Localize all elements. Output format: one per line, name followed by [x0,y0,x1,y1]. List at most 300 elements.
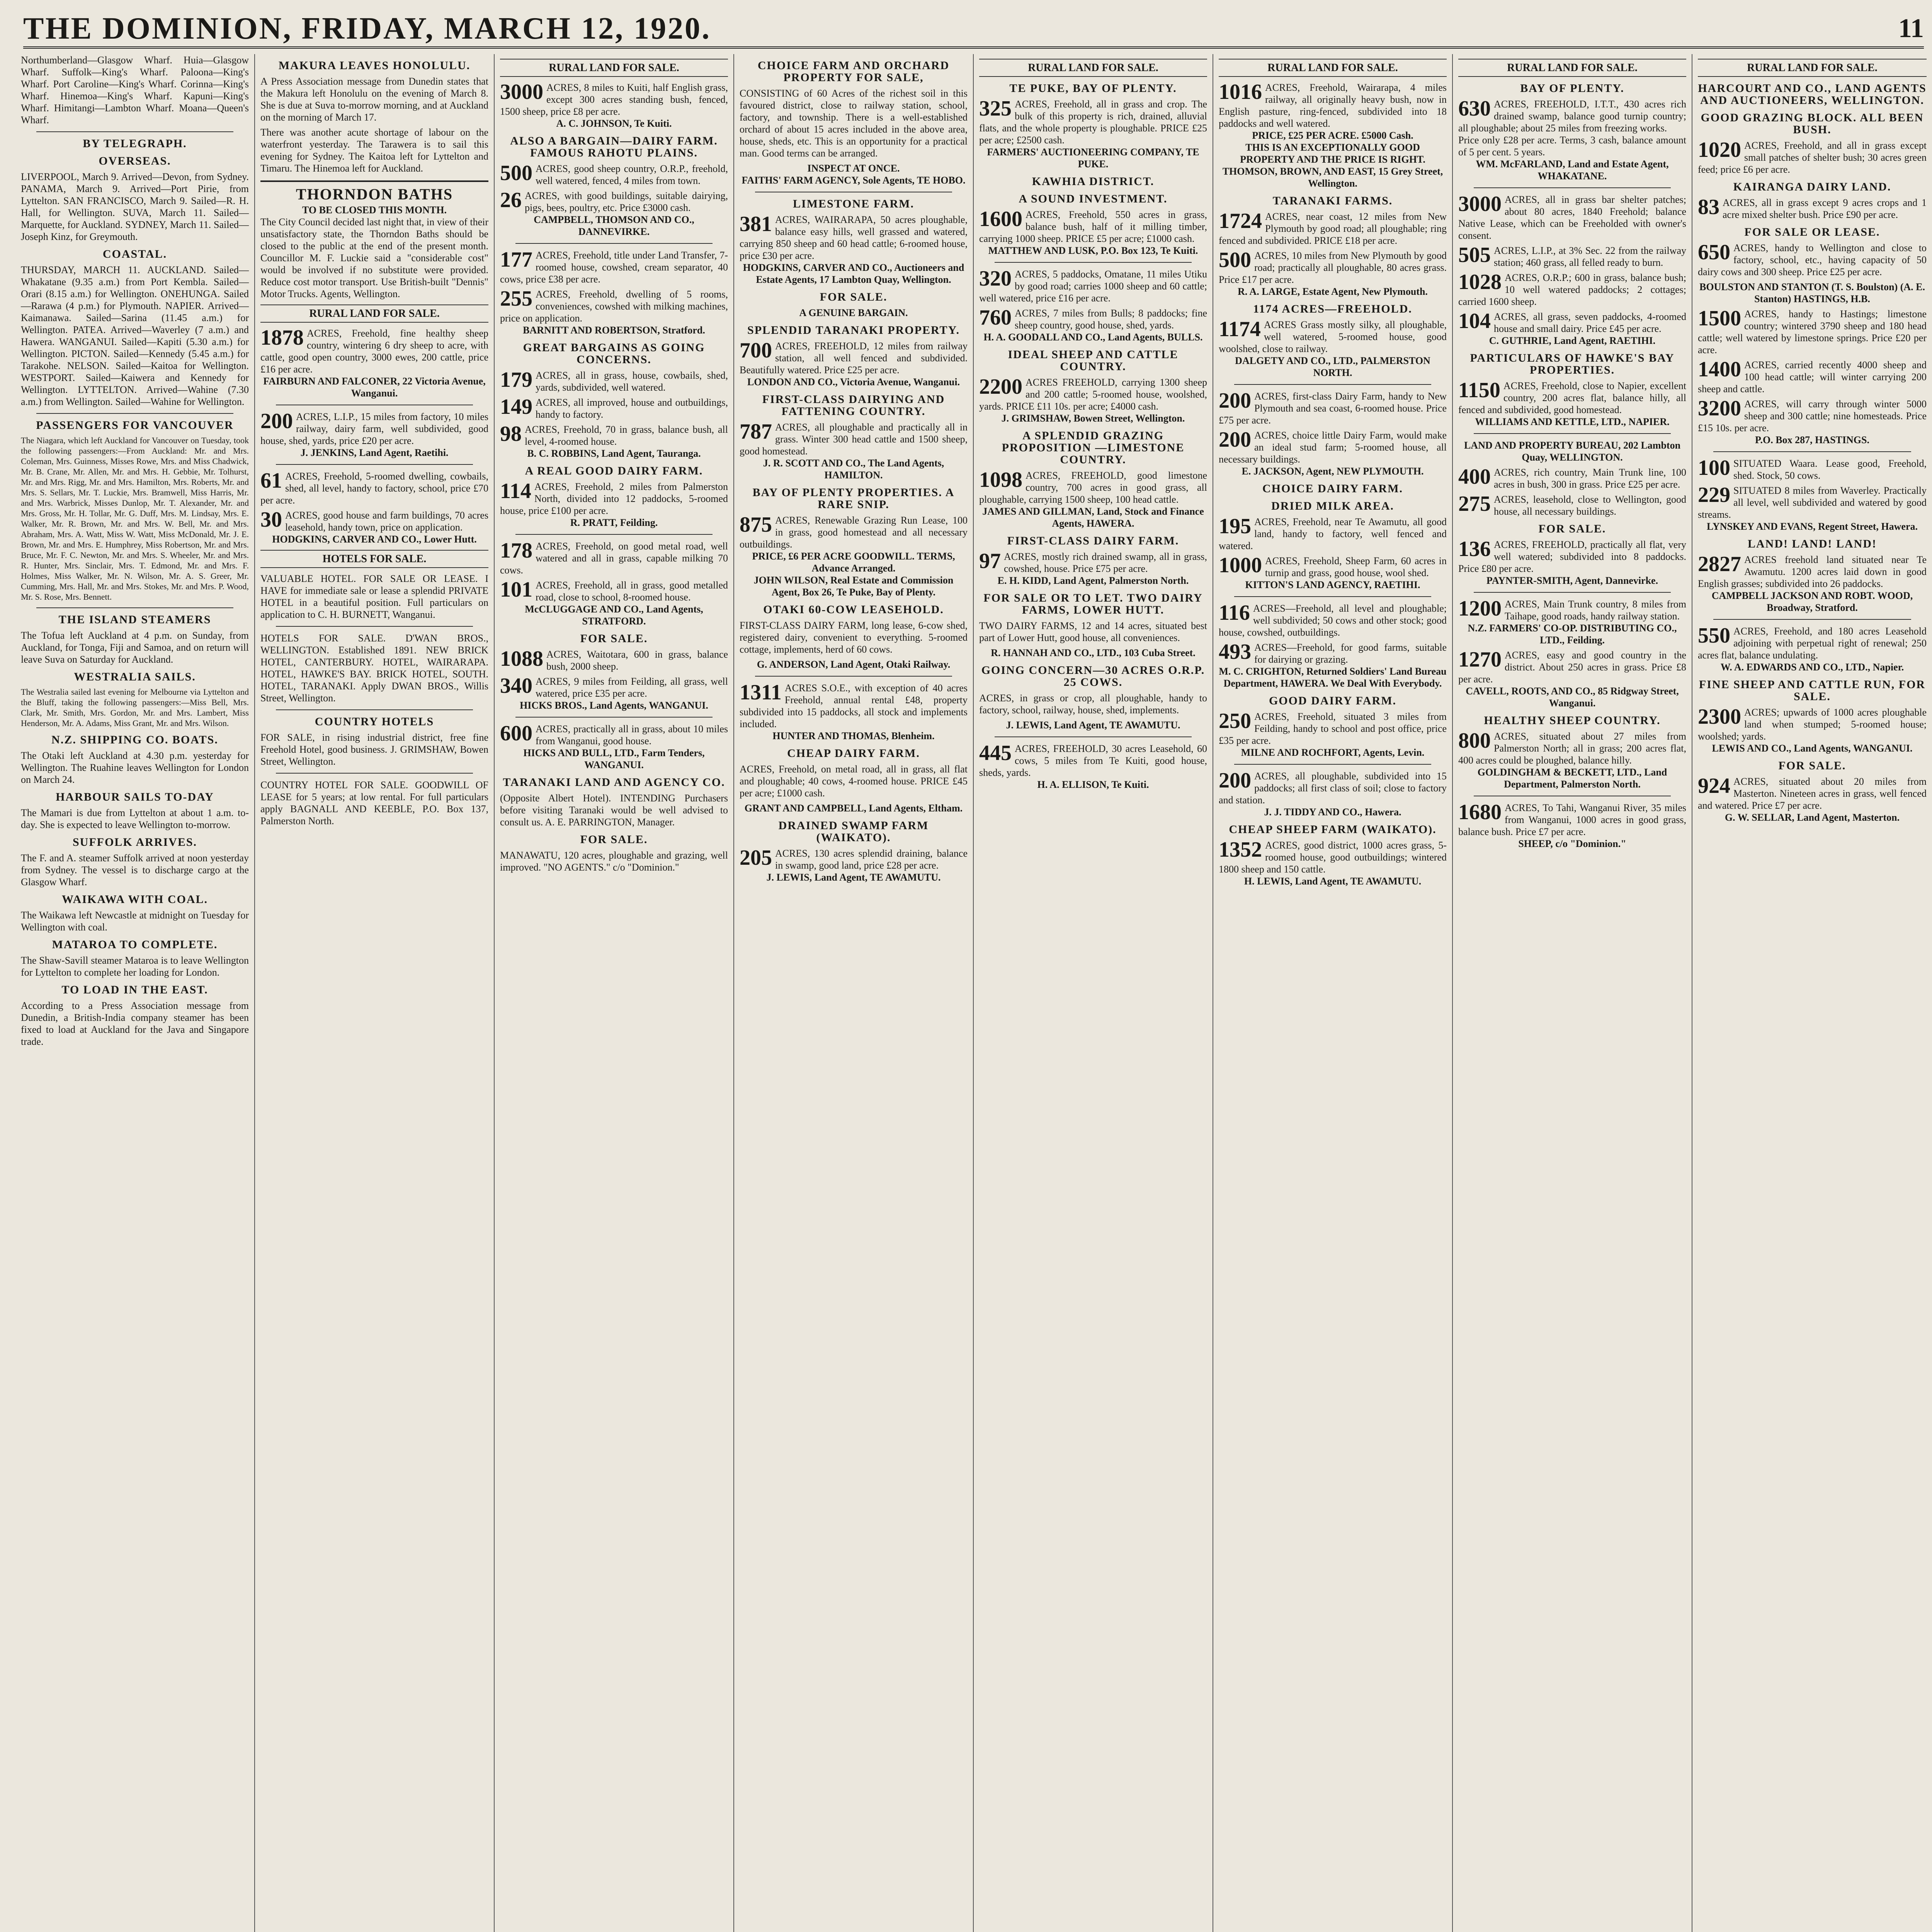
classified-ad [740,340,968,388]
classified-ad [1219,211,1447,247]
classified-ad [1219,429,1447,477]
ad-text: ACRES; upwards of 1000 acres ploughable land when stumped; 5-roomed house; woolshed; yards. [1698,707,1927,742]
ad-text: ACRES, Freehold, situated 3 miles from Feilding, handy to school and post office, price £35 per acre. [1219,711,1447,746]
classified-ad [979,551,1207,587]
section-heading: FOR SALE OR LEASE. [1744,226,1880,238]
news-item: The Waikawa left Newcastle at midnight on Tuesday for Wellington with coal. [21,910,249,933]
ad-price: PRICE, £6 PER ACRE GOODWILL. TERMS, Advance Arranged. [752,551,955,574]
section-heading: OVERSEAS. [99,155,171,167]
section-heading: FOR SALE. [820,291,888,303]
ad-agent: HUNTER AND THOMAS, Blenheim. [772,730,935,742]
ad-acreage: 500 [500,161,532,185]
ad-text: ACRES, all in grass, house, cowbails, shed, yards, subdivided, well watered. [536,370,728,393]
ad-text: ACRES, Freehold, 70 in grass, balance bush, all level, 4-roomed house. [525,424,728,447]
ad-text: ACRES, Freehold, on good metal road, well watered and all in grass, capable milking 70 cows. [500,541,728,576]
classified-ad [1219,602,1447,638]
ad-text: ACRES freehold land situated near Te Awamutu. 1200 acres laid down in good English grasses; subdivided into 26 paddocks. [1698,554,1927,589]
classified-ad: HOTELS FOR SALE. D'WAN BROS., WELLINGTON. Established 1891. NEW BRICK HOTEL, CANTERBURY. HOTEL, WAIRARAPA. HOTEL, HAWKE'S BAY. BRICK HOTEL, SOUTH. HOTEL, TARANAKI. Apply DWAN BROS., Willis Street, Wellington. [260,633,488,704]
ad-acreage: 1352 [1219,838,1262,862]
ad-agent: WM. McFARLAND, Land and Estate Agent, WHAKATANE. [1476,158,1669,182]
classified-ad [1698,139,1927,175]
section-heading: TARANAKI FARMS. [1272,194,1393,207]
ad-text: ACRES, Freehold, 2 miles from Palmerston North, divided into 12 paddocks, 5-roomed house, price £100 per acre. [500,481,728,516]
column-7 [1453,54,1692,1932]
ad-agent: J. J. TIDDY AND CO., Hawera. [1264,806,1401,818]
section-heading: BAY OF PLENTY PROPERTIES. A RARE SNIP. [752,486,955,511]
section-heading: THE ISLAND STEAMERS [58,613,211,626]
ad-acreage: 177 [500,248,532,272]
ad-agent: G. ANDERSON, Land Agent, Otaki Railway. [757,659,951,670]
ad-acreage: 1270 [1458,648,1502,672]
ad-acreage: 26 [500,188,522,212]
ad-text: ACRES, L.I.P., 15 miles from factory, 10 miles railway, dairy farm, well subdivided, good house, shed, yards, price £20 per acre. [260,411,488,446]
section-heading: CHOICE DAIRY FARM. [1262,482,1403,495]
section-heading: TE PUKE, BAY OF PLENTY. [1009,82,1177,95]
ad-agent: H. A. GOODALL AND CO., Land Agents, BULLS. [983,332,1203,343]
section-heading: A SOUND INVESTMENT. [1019,192,1168,205]
ad-acreage: 1098 [979,468,1022,492]
classified-ad [1698,197,1927,221]
ad-text: ACRES FREEHOLD, carrying 1300 sheep and 200 cattle; 5-roomed house, woolshed, yards. PRICE £11 10s. per acre; £4000 cash. [979,377,1207,412]
ad-text: ACRES, practically all in grass, about 10 miles from Wanganui, good house. [536,723,728,747]
classified-ad [500,288,728,336]
classified-ad [500,396,728,420]
ad-acreage: 505 [1458,243,1491,267]
section-heading: RURAL LAND FOR SALE. [1458,59,1686,77]
divider [515,243,713,244]
ad-text: ACRES, Freehold, dwelling of 5 rooms, conveniences, cowshed with milking machines, price on application. [500,289,728,324]
ad-agent: FARMERS' AUCTIONEERING COMPANY, TE PUKE. [987,146,1199,170]
ad-text: ACRES, 130 acres splendid draining, balance in swamp, good land, price £28 per acre. [775,848,968,871]
classified-ad [1219,82,1447,189]
section-heading: HEALTHY SHEEP COUNTRY. [1484,714,1661,727]
section-heading: CHOICE FARM AND ORCHARD PROPERTY FOR SALE, [757,59,950,84]
classified-ad [500,190,728,238]
ad-acreage: 320 [979,267,1012,291]
ad-acreage: 1400 [1698,357,1741,381]
ad-text: ACRES, rich country, Main Trunk line, 100 acres in bush, 300 in grass. Price £25 per acre. [1494,467,1686,490]
divider [36,607,233,608]
ad-callout: A GENUINE BARGAIN. [799,307,908,318]
ad-text: ACRES, 10 miles from New Plymouth by good road; practically all ploughable, 80 acres grass. Price £17 per acre. [1219,250,1447,285]
divider [1713,451,1911,452]
classified-ad [979,376,1207,424]
ad-acreage: 61 [260,469,282,493]
divider [515,717,713,718]
classified-ad [500,481,728,529]
ad-agent: R. HANNAH AND CO., LTD., 103 Cuba Street. [991,647,1196,658]
section-heading: ALSO A BARGAIN—DAIRY FARM. FAMOUS RAHOTU PLAINS. [510,134,718,159]
classified-ad [1458,649,1686,709]
classified-ad [1219,641,1447,689]
ad-text: ACRES—Freehold, all level and ploughable; well subdivided; 50 cows and other stock; good house, cowshed, outbuildings. [1219,603,1447,638]
page-number: 11 [1898,14,1924,43]
columns [15,54,1932,1932]
ad-agent: C. GUTHRIE, Land Agent, RAETIHI. [1489,335,1656,346]
classified-ad [1698,706,1927,754]
ad-agent: G. W. SELLAR, Land Agent, Masterton. [1725,812,1900,823]
section-heading: BY TELEGRAPH. [83,137,187,150]
section-heading: 1174 ACRES—FREEHOLD. [1253,303,1412,315]
ad-agent: GOLDINGHAM & BECKETT, LTD., Land Department, Palmerston North. [1477,767,1667,790]
section-heading: HARBOUR SAILS TO-DAY [56,791,214,803]
ad-text: ACRES, Freehold, Wairarapa, 4 miles railway, all originally heavy bush, now in English pasture, ring-fenced, subdivided into 18 paddocks and well watered. [1219,82,1447,129]
ad-acreage: 101 [500,578,532,602]
section-heading: RURAL LAND FOR SALE. [979,59,1207,77]
classified-ad [1458,380,1686,428]
ad-text: ACRES—Freehold, for good farms, suitable for dairying or grazing. [1254,642,1447,665]
ad-agent: H. LEWIS, Land Agent, TE AWAMUTU. [1244,876,1422,887]
section-heading: BAY OF PLENTY. [1520,82,1624,95]
section-heading: OTAKI 60-COW LEASEHOLD. [763,603,944,616]
ad-acreage: 250 [1219,709,1251,733]
ad-text: ACRES, all ploughable and practically all in grass. Winter 300 head cattle and 1500 sheep, good homestead. [740,422,968,457]
ad-acreage: 178 [500,539,532,563]
section-heading: KAWHIA DISTRICT. [1032,175,1155,188]
ad-acreage: 600 [500,721,532,745]
ad-agent: BARNITT AND ROBERTSON, Stratford. [523,325,705,336]
section-heading: FOR SALE. [1778,759,1846,772]
ad-agent: KITTON'S LAND AGENCY, RAETIHI. [1245,579,1420,590]
ad-text: ACRES, 5 paddocks, Omatane, 11 miles Utiku by good road; carries 1000 sheep and 60 cattle; well watered, price £16 per acre. [979,269,1207,304]
ad-text: ACRES, 7 miles from Bulls; 8 paddocks; fine sheep country, good house, shed, yards. [1015,308,1207,331]
section-heading: FOR SALE. [580,833,648,846]
classified-ad: FIRST-CLASS DAIRY FARM, long lease, 6-cow shed, registered dairy, convenient to everything. 5-roomed cottage, implements, herd of 60 cows. [740,620,968,655]
classified-ad [979,268,1207,304]
ad-text: ACRES, all in grass except 9 acres crops and 1 acre mixed shelter bush. Price £90 per acre. [1723,197,1927,220]
ad-agent: M. C. CRIGHTON, Returned Soldiers' Land Bureau Department, HAWERA. We Deal With Everybody. [1219,666,1447,689]
ad-text: ACRES, FREEHOLD, 30 acres Leasehold, 60 cows, 5 miles from Te Kuiti, good house, sheds, yards. [979,743,1207,778]
article-subhead: TO BE CLOSED THIS MONTH. [302,204,447,216]
divider [260,180,488,182]
ad-text: ACRES, Freehold, close to Napier, excellent country, 200 acres flat, balance hilly, all fenced and subdivided, good homestead. [1458,380,1686,415]
classified-ad [260,327,488,399]
classified-ad: VALUABLE HOTEL. FOR SALE OR LEASE. I HAVE for immediate sale or lease a splendid PRIVATE HOTEL in a beautiful position. Full particulars on application to C. H. BURNETT, Wanganui. [260,573,488,620]
ad-agent: CAVELL, ROOTS, AND CO., 85 Ridgway Street, Wanganui. [1466,685,1679,709]
news-item: The Mamari is due from Lyttelton at about 1 a.m. to-day. She is expected to leave Wellington to-morrow. [21,807,249,830]
ad-agent: P.O. Box 287, HASTINGS. [1755,434,1869,446]
ad-agent: N.Z. FARMERS' CO-OP. DISTRIBUTING CO., LTD., Feilding. [1468,622,1677,646]
section-heading: COUNTRY HOTELS [315,715,434,728]
column-2 [255,54,495,1932]
divider [1234,384,1431,385]
ad-text: ACRES, Freehold, fine healthy sheep country, wintering 6 dry sheep to acre, with cattle, good open country, 3000 ewes, 200 cattle, price £16 per acre. [260,328,488,375]
ad-text: ACRES, handy to Hastings; limestone country; wintered 3790 sheep and 180 head cattle; well watered by limestone springs. Price £20 per acre. [1698,308,1927,355]
coastal-report: THURSDAY, MARCH 11. AUCKLAND. Sailed—Whakatane (9.35 a.m.) from Port Kembla. Sailed—Orari (8.15 a.m.) for Wellington. ONEHUNGA. Sailed—Rarawa (4 p.m.) for Plymouth. NAPIER. Arrived—Kaimanawa. Sailed—Sarina (11.45 a.m.) for Wellington. PATEA. Arrived—Waverley (7 a.m.) and Hawera. WANGANUI. Sailed—Kapiti (5.30 a.m.) for Wellington. PICTON. Sailed—Kennedy (5.45 a.m.) for Tarakohe. NELSON. Sailed—Kaitoa for Wellington. WESTPORT. Sailed—Kaiwera and Kennedy for Wellington. LYTTELTON. Arrived—Wahine (7.30 a.m.) from Wellington. Sailed—Wahine for Wellington. [21,264,249,407]
news-item: The Tofua left Auckland at 4 p.m. on Sunday, from Auckland, for Tonga, Fiji and Samoa, and on return will leave Suva on Saturday for Auckland. [21,630,249,665]
ad-price: Price only £28 per acre. Terms, 3 cash, balance amount of 5 per cent. 5 years. [1458,134,1686,158]
arrivals-list: Northumberland—Glasgow Wharf. Huia—Glasgow Wharf. Suffolk—King's Wharf. Paloona—King's Wharf. Port Caroline—King's Wharf. Corinna—King's Wharf. Hinemoa—King's Wharf. Kapuni—King's Wharf. Himitangi—Lambton Wharf. Moana—Queen's Wharf. [21,54,249,126]
ad-text: ACRES, Freehold, near Te Awamutu, all good land, handy to factory, well fenced and watered. [1219,516,1447,551]
ad-acreage: 1088 [500,647,543,671]
column-3 [495,54,734,1932]
ad-agent: J. R. SCOTT AND CO., The Land Agents, HAMILTON. [763,457,944,481]
ad-acreage: 205 [740,846,772,870]
classified-ad [1698,776,1927,823]
ad-text: ACRES, all grass, seven paddocks, 4-roomed house and small dairy. Price £45 per acre. [1494,311,1686,334]
section-heading: RURAL LAND FOR SALE. [260,304,488,323]
classified-ad [1458,493,1686,517]
classified-ad: (Opposite Albert Hotel). INTENDING Purchasers before visiting Taranaki would be well advised to consult us. A. E. PARRINGTON, Manager. [500,793,728,828]
classified-ad: MANAWATU, 120 acres, ploughable and grazing, well improved. "NO AGENTS." c/o "Dominion." [500,850,728,873]
section-heading: GOING CONCERN—30 ACRES O.R.P. 25 COWS. [981,664,1205,689]
ad-agent: McCLUGGAGE AND CO., Land Agents, STRATFORD. [525,604,703,627]
ad-acreage: 325 [979,97,1012,121]
divider [515,534,713,535]
ad-acreage: 2200 [979,375,1022,399]
classified-ad [1219,516,1447,552]
ad-acreage: 3200 [1698,396,1741,420]
section-heading: WAIKAWA WITH COAL. [61,893,208,906]
section-heading: PARTICULARS OF HAWKE'S BAY PROPERTIES. [1470,352,1675,376]
column-8 [1692,54,1932,1932]
classified-ad [1698,625,1927,673]
classified-ad [1698,308,1927,356]
divider [36,413,233,414]
classified-ad [500,579,728,627]
classified-ad [500,675,728,711]
ad-acreage: 875 [740,513,772,537]
ad-acreage: 116 [1219,601,1250,625]
classified-ad [1698,554,1927,614]
classified-ad [1698,485,1927,532]
section-heading: GOOD GRAZING BLOCK. ALL BEEN BUSH. [1701,111,1924,136]
news-item: The Otaki left Auckland at 4.30 p.m. yesterday for Wellington. The Ruahine leaves Wellington for London on March 24. [21,750,249,785]
ad-acreage: 1680 [1458,800,1502,824]
ad-acreage: 200 [1219,769,1251,793]
ad-acreage: 1311 [740,680,782,704]
ad-agent: MILNE AND ROCHFORT, Agents, Levin. [1241,747,1425,758]
ad-agent: CAMPBELL, THOMSON AND CO., DANNEVIRKE. [534,214,694,237]
classified-ad [500,423,728,459]
section-heading: SPLENDID TARANAKI PROPERTY. [747,324,960,337]
section-heading: TARANAKI LAND AND AGENCY CO. [503,776,725,789]
ad-text: ACRES, L.I.P., at 3% Sec. 22 from the railway station; 460 grass, all felled ready to burn. [1494,245,1686,268]
ad-agent: B. C. ROBBINS, Land Agent, Tauranga. [527,448,701,459]
divider [36,131,233,132]
ad-agent: HODGKINS, CARVER AND CO., Lower Hutt. [272,534,477,545]
classified-ad [500,82,728,129]
section-heading: FINE SHEEP AND CATTLE RUN, FOR SALE. [1699,678,1926,703]
ad-agent: HICKS AND BULL, LTD., Farm Tenders, WANGANUI. [523,747,705,770]
ad-agent: W. A. EDWARDS AND CO., LTD., Napier. [1720,662,1904,673]
classified-ad [1458,598,1686,646]
ad-acreage: 2827 [1698,552,1741,576]
ad-acreage: 255 [500,287,532,311]
ad-agent: E. JACKSON, Agent, NEW PLYMOUTH. [1242,466,1424,477]
ad-acreage: 800 [1458,729,1491,753]
classified-ad [1698,457,1927,481]
ad-agent: DALGETY AND CO., LTD., PALMERSTON NORTH. [1235,355,1430,378]
ad-text: ACRES, Freehold, 5-roomed dwelling, cowbails, shed, all level, handy to factory, school, price £70 per acre. [260,471,488,506]
classified-ad [500,369,728,393]
ad-agent: LAND AND PROPERTY BUREAU, 202 Lambton Quay, WELLINGTON. [1464,440,1681,463]
ad-text: ACRES, FREEHOLD, practically all flat, very well watered; subdivided into 8 paddocks. Price £80 per acre. [1458,539,1686,574]
divider [1234,596,1431,597]
classified-ad [1458,539,1686,587]
ad-acreage: 114 [500,479,531,503]
ad-acreage: 650 [1698,240,1730,264]
classified-ad [500,723,728,771]
classified-ad [1219,770,1447,818]
section-heading: HARCOURT AND CO., LAND AGENTS AND AUCTIONEERS, WELLINGTON. [1698,82,1927,107]
classified-ad [1219,711,1447,759]
ad-text: ACRES, carried recently 4000 sheep and 100 head cattle; will winter carrying 200 sheep and cattle. [1698,359,1927,395]
ad-text: ACRES, Renewable Grazing Run Lease, 100 in grass, good homestead and all necessary outbuildings. [740,515,968,550]
section-heading: RURAL LAND FOR SALE. [1219,59,1447,77]
classified-ad [979,98,1207,170]
ad-acreage: 1600 [979,207,1022,231]
ad-agent: CAMPBELL JACKSON AND ROBT. WOOD, Broadway, Stratford. [1711,590,1913,613]
ad-acreage: 340 [500,674,532,698]
ad-text: ACRES, good house and farm buildings, 70 acres leasehold, handy town, price on application. [285,510,488,533]
ad-text: ACRES, Waitotara, 600 in grass, balance bush, 2000 sheep. [546,649,728,672]
ad-text: SITUATED 8 miles from Waverley. Practically all level, well subdivided and watered by good streams. [1698,485,1927,520]
section-heading: PASSENGERS FOR VANCOUVER [36,419,234,432]
classified-ad [1219,250,1447,298]
ad-acreage: 760 [979,306,1012,330]
classified-ad [979,743,1207,791]
classified-ad: ACRES, Freehold, on metal road, all in grass, all flat and ploughable; 40 cows, 4-roomed house. PRICE £45 per acre; £1000 cash. [740,764,968,799]
divider [1474,187,1671,188]
divider [995,262,1192,263]
ad-acreage: 195 [1219,514,1251,538]
ad-text: ACRES, with good buildings, suitable dairying, pigs, bees, poultry, etc. Price £3000 cash. [525,190,728,213]
classified-ad [740,514,968,598]
ad-acreage: 3000 [1458,192,1502,216]
classified-ad [1458,730,1686,790]
ad-text: ACRES, leasehold, close to Wellington, good house, all necessary buildings. [1494,494,1686,517]
classified-ad [1698,242,1927,278]
ad-text: ACRES, choice little Dairy Farm, would make an ideal stud farm; 5-roomed house, all necessary buildings. [1219,430,1447,465]
classified-ad [500,163,728,187]
classified-ad [1458,98,1686,182]
classified-ad [1458,245,1686,269]
ad-agent: JAMES AND GILLMAN, Land, Stock and Finance Agents, HAWERA. [982,506,1204,529]
news-item: A Press Association message from Dunedin states that the Makura left Honolulu on the evening of March 8. She is due at Suva to-morrow morning, and at Auckland on the morning of March 17. [260,76,488,123]
section-heading: CHEAP DAIRY FARM. [787,747,920,760]
classified-ad [1219,839,1447,887]
classified-ad [1698,359,1927,395]
classified-ad [260,509,488,545]
overseas-report: LIVERPOOL, March 9. Arrived—Devon, from Sydney. PANAMA, March 9. Arrived—Port Pirie, from Lyttelton. SAN FRANCISCO, March 9. Sailed—R. H. Hall, for Wellington. SUVA, March 11. Sailed—Marquette, for Auckland. SYDNEY, March 11. Sailed—Joseph Kinz, for Greymouth. [21,171,249,242]
section-heading: CHEAP SHEEP FARM (WAIKATO). [1229,823,1437,836]
ad-callout: THIS IS AN EXCEPTIONALLY GOOD PROPERTY AND THE PRICE IS RIGHT. [1240,142,1425,165]
section-heading: FIRST-CLASS DAIRY FARM. [1007,534,1179,547]
section-heading: GOOD DAIRY FARM. [1269,694,1397,707]
divider [1234,764,1431,765]
divider [1474,433,1671,434]
news-item: There was another acute shortage of labour on the waterfront yesterday. The Tarawera is to sail this evening for Sydney. The Kaitoa left for Lyttelton and Timaru. The Hinemoa left for Auckland. [260,127,488,174]
section-heading: COASTAL. [102,248,167,260]
classified-ad [979,307,1207,343]
ad-acreage: 445 [979,741,1012,765]
classified-ad [1458,311,1686,347]
column-6 [1213,54,1453,1932]
classified-ad [260,470,488,506]
ad-acreage: 97 [979,549,1001,573]
classified-ad [500,648,728,672]
ad-text: ACRES Grass mostly silky, all ploughable, well watered, 5-roomed house, good woolshed, close to railway. [1219,319,1447,354]
classified-ad [260,411,488,459]
classified-ad [500,249,728,285]
column-1 [15,54,255,1932]
ad-acreage: 550 [1698,624,1730,648]
ad-agent: J. GRIMSHAW, Bowen Street, Wellington. [1001,413,1185,424]
ad-text: ACRES, 9 miles from Feilding, all grass, well watered, price £35 per acre. [536,676,728,699]
ad-agent: J. LEWIS, Land Agent, TE AWAMUTU. [766,872,941,883]
classified-ad [979,469,1207,529]
section-heading: SUFFOLK ARRIVES. [72,836,197,849]
ad-acreage: 3000 [500,80,543,104]
ad-agent: A. C. JOHNSON, Te Kuiti. [556,118,672,129]
ad-agent: LEWIS AND CO., Land Agents, WANGANUI. [1712,743,1913,754]
ad-acreage: 104 [1458,309,1491,333]
column-4 [734,54,974,1932]
masthead [23,11,1924,49]
ad-text: ACRES, Freehold, Sheep Farm, 60 acres in turnip and grass, good house, wool shed. [1265,555,1447,578]
ad-text: ACRES, situated about 20 miles from Masterton. Nineteen acres in grass, well fenced and watered. Price £7 per acre. [1698,776,1927,811]
ad-text: ACRES, WAIRARAPA, 50 acres ploughable, balance easy hills, well grassed and watered, carrying 850 sheep and 60 head cattle; 6-roomed house, price £30 per acre. [740,214,968,261]
ad-acreage: 83 [1698,195,1719,219]
ad-agent: LONDON AND CO., Victoria Avenue, Wanganui. [747,376,960,388]
ad-agent: BOULSTON AND STANTON (T. S. Boulston) (A. E. Stanton) HASTINGS, H.B. [1699,281,1925,304]
ad-callout: INSPECT AT ONCE. [807,163,900,174]
ad-text: ACRES, FREEHOLD, good limestone country, 700 acres in good grass, all ploughable, carrying 1500 sheep, 100 head cattle. [979,470,1207,505]
ad-text: ACRES, near coast, 12 miles from New Plymouth by good road; all ploughable; ring fenced and subdivided. PRICE £18 per acre. [1219,211,1447,246]
ad-text: ACRES, mostly rich drained swamp, all in grass, cowshed, house. Price £75 per acre. [1004,551,1207,574]
ad-acreage: 493 [1219,640,1251,664]
classified-ad [500,540,728,576]
ad-acreage: 179 [500,368,532,392]
ad-agent: E. H. KIDD, Land Agent, Palmerston North. [997,575,1189,586]
ad-acreage: 275 [1458,492,1491,516]
section-heading: N.Z. SHIPPING CO. BOATS. [51,733,218,746]
ad-text: ACRES, good sheep country, O.R.P., freehold, well watered, fenced, 4 miles from town. [536,163,728,186]
divider [276,773,473,774]
ad-acreage: 1878 [260,326,304,350]
ad-text: ACRES, good district, 1000 acres grass, 5-roomed house, good outbuildings; wintered 1800 sheep and 150 cattle. [1219,840,1447,875]
ad-text: ACRES, Freehold, all in grass and crop. The bulk of this property is rich, drained, alluvial flats, and the whole property is ploughable. PRICE £25 per acre; £2500 cash. [979,99,1207,146]
ad-acreage: 100 [1698,456,1730,480]
ad-text: ACRES, O.R.P.; 600 in grass, balance bush; 10 well watered paddocks; 2 cottages; carried 1600 sheep. [1458,272,1686,307]
classified-ad: ACRES, in grass or crop, all ploughable, handy to factory, school, railway, house, shed, implements. [979,692,1207,716]
ad-text: ACRES, To Tahi, Wanganui River, 35 miles from Wanganui, 1000 acres in good grass, balance bush. Price £7 per acre. [1458,802,1686,837]
ad-text: ACRES, Main Trunk country, 8 miles from Taihape, good roads, handy railway station. [1505,599,1686,622]
section-heading: DRAINED SWAMP FARM (WAIKATO). [778,819,929,844]
newspaper-title: THE DOMINION, FRIDAY, MARCH 12, 1920. [23,11,711,46]
ad-price: PRICE, £25 PER ACRE. £5000 Cash. [1252,130,1413,141]
ad-text: ACRES S.O.E., with exception of 40 acres Freehold, annual rental £48, property subdivided into 15 paddocks, all stock and implements included. [740,682,968,730]
divider [1713,619,1911,620]
ad-acreage: 1174 [1219,317,1261,341]
classified-ad: FOR SALE, in rising industrial district, free fine Freehold Hotel, good business. J. GRIMSHAW, Bowen Street, Wellington. [260,732,488,767]
section-heading: LIMESTONE FARM. [793,197,914,210]
ad-agent: LYNSKEY AND EVANS, Regent Street, Hawera. [1707,521,1918,532]
classified-ad [740,682,968,742]
ad-acreage: 1150 [1458,378,1500,402]
ad-text: ACRES, situated about 27 miles from Palmerston North; all in grass; 200 acres flat, 400 acres could be ploughed, balance hilly. [1458,731,1686,766]
ad-text: ACRES, handy to Wellington and close to factory, school, etc., having capacity of 50 dairy cows and 300 sheep. Price £25 per acre. [1698,242,1927,277]
classified-ad: CONSISTING of 60 Acres of the richest soil in this favoured district, close to railway station, school, factory, and township. There is a well-established orchard of about 15 acres included in the above area, house, sheds, etc. This is an opportunity for a practical man. Good terms can be arranged. [740,88,968,159]
section-heading: DRIED MILK AREA. [1271,500,1394,512]
ad-agent: SHEEP, c/o "Dominion." [1518,838,1626,849]
section-heading: GREAT BARGAINS AS GOING CONCERNS. [523,341,705,366]
classified-ad [740,847,968,883]
divider [276,626,473,627]
section-heading: TO LOAD IN THE EAST. [61,983,208,996]
news-item: The F. and A. steamer Suffolk arrived at noon yesterday from Sydney. The vessel is to discharge cargo at the Glasgow Wharf. [21,852,249,888]
